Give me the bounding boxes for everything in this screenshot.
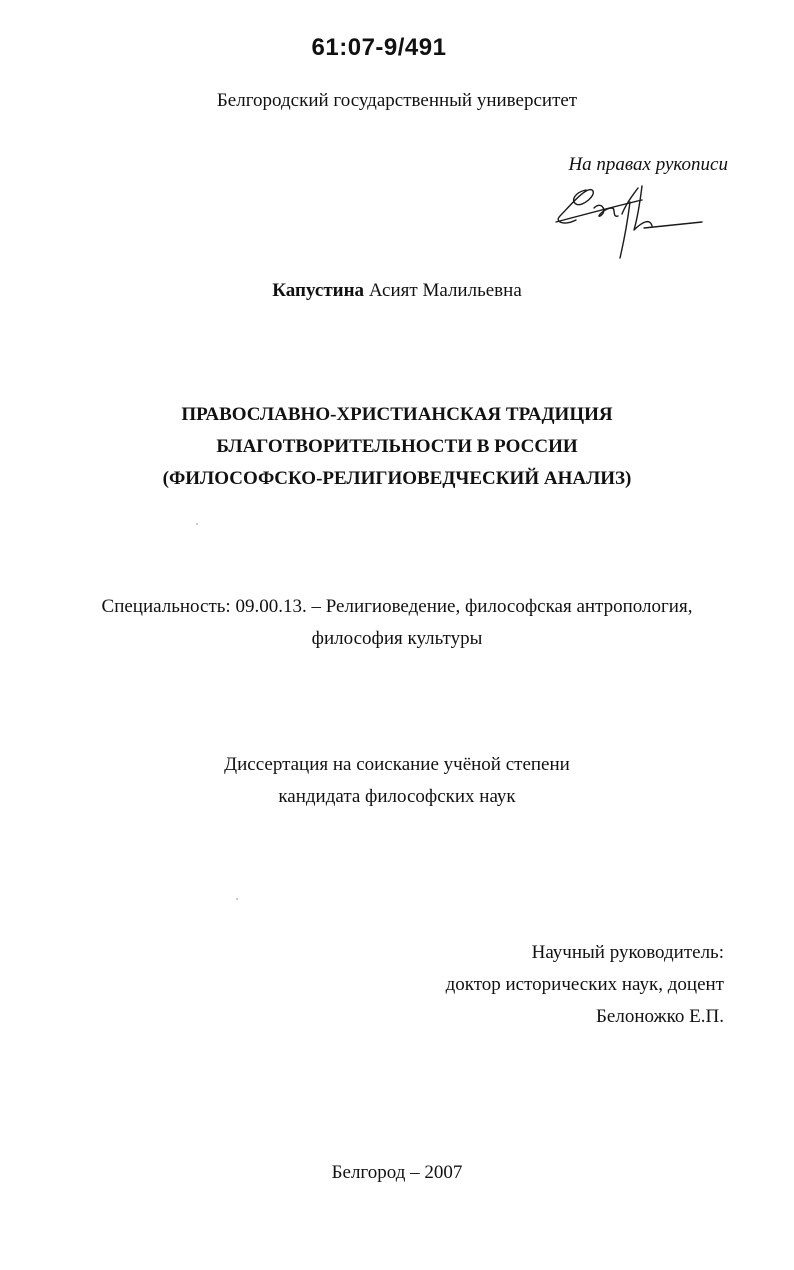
author-name: [0, 280, 794, 302]
scan-speck: [196, 523, 198, 525]
specialty-line: философия культуры: [311, 628, 483, 649]
degree-statement-line: Диссертация на соискание учёной степени: [224, 754, 570, 775]
author-given-names: Асият Малильевна: [368, 280, 522, 301]
specialty-line: Специальность: 09.00.13. – Религиоведение, философская антропология,: [101, 596, 693, 617]
supervisor-name: Белоножко Е.П.: [596, 1006, 724, 1027]
university-name: Белгородский государственный университет: [216, 90, 578, 111]
supervisor-label: Научный руководитель:: [531, 942, 724, 963]
thesis-title-line: (ФИЛОСОФСКО-РЕЛИГИОВЕДЧЕСКИЙ АНАЛИЗ): [162, 468, 632, 489]
handwritten-signature: [546, 178, 706, 262]
supervisor-degree: доктор исторических наук, доцент: [445, 974, 724, 995]
city-year: Белгород – 2007: [331, 1162, 463, 1183]
author-surname: Капустина: [272, 280, 365, 301]
scan-speck: [236, 898, 238, 900]
degree-statement-line: кандидата философских наук: [278, 786, 516, 807]
thesis-title-line: ПРАВОСЛАВНО-ХРИСТИАНСКАЯ ТРАДИЦИЯ: [181, 404, 613, 425]
manuscript-rights-note: На правах рукописи: [568, 154, 728, 175]
catalog-number: 61:07-9/491: [311, 34, 447, 61]
thesis-title-line: БЛАГОТВОРИТЕЛЬНОСТИ В РОССИИ: [216, 436, 578, 457]
